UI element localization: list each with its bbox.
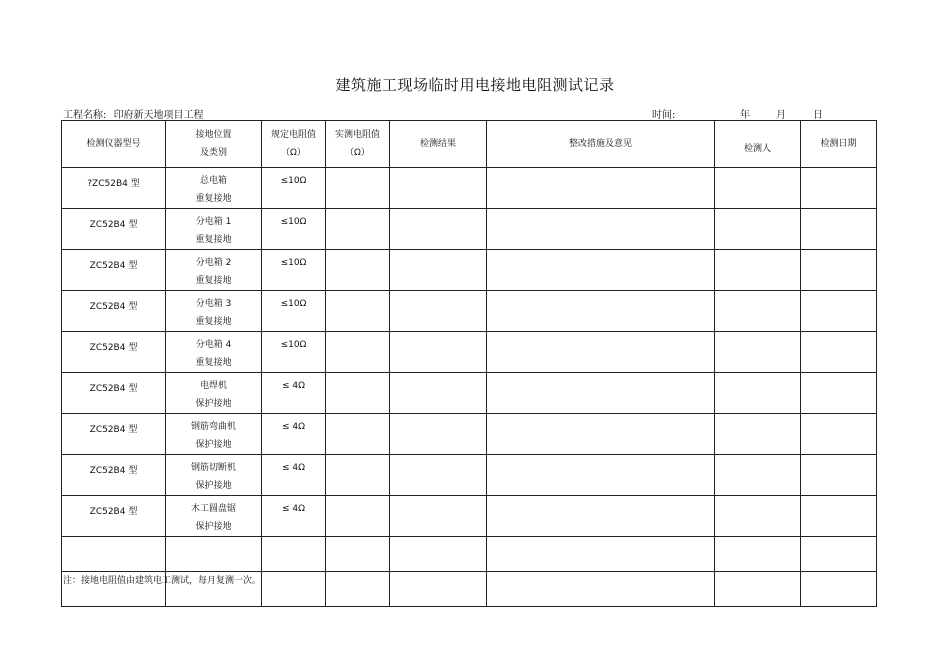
measured-cell	[326, 209, 390, 250]
date-cell	[801, 414, 877, 455]
header-position-line2: 及类别	[199, 148, 227, 158]
header-position-line1: 接地位置	[195, 130, 232, 140]
header-position	[166, 121, 262, 168]
position-cell: 总电箱 重复接地	[166, 168, 262, 209]
date-cell	[801, 373, 877, 414]
table-row	[62, 373, 877, 414]
inspector-cell	[715, 250, 801, 291]
inspector-cell	[715, 209, 801, 250]
position-cell: 钢筋弯曲机 保护接地	[166, 414, 262, 455]
rectification-cell	[487, 291, 715, 332]
month-label: 月	[776, 110, 786, 121]
table-header-row	[62, 121, 877, 168]
measured-cell	[326, 168, 390, 209]
spec-cell: ≤10Ω	[262, 209, 326, 250]
measured-cell	[326, 496, 390, 537]
position-cell: 钢筋切断机 保护接地	[166, 455, 262, 496]
header-spec-line1: 规定电阻值	[270, 130, 316, 140]
date-cell	[801, 291, 877, 332]
rectification-cell	[487, 455, 715, 496]
date-cell	[801, 250, 877, 291]
header-rectification: 整改措施及意见	[487, 121, 715, 168]
rectification-cell	[487, 414, 715, 455]
test-record-table	[61, 120, 877, 607]
header-result: 检测结果	[390, 121, 487, 168]
header-inspector-label: 检测人	[743, 144, 771, 154]
instrument-cell: ZC52B4 型	[62, 291, 166, 332]
position-cell: 木工圆盘锯 保护接地	[166, 496, 262, 537]
header-instrument: 检测仪器型号	[62, 121, 166, 168]
project-name: 印府新天地项目工程	[113, 110, 204, 121]
result-cell	[390, 414, 487, 455]
inspector-cell	[715, 332, 801, 373]
measured-cell	[326, 455, 390, 496]
date-cell	[801, 455, 877, 496]
rectification-cell	[487, 373, 715, 414]
instrument-cell: ZC52B4 型	[62, 414, 166, 455]
table-row	[62, 496, 877, 537]
inspector-cell	[715, 414, 801, 455]
position-cell: 分电箱 1 重复接地	[166, 209, 262, 250]
spec-cell: ≤10Ω	[262, 250, 326, 291]
header-inspector	[715, 121, 801, 168]
table-row	[62, 250, 877, 291]
header-spec-line2: （Ω）	[281, 148, 306, 158]
result-cell	[390, 332, 487, 373]
date-cell	[801, 209, 877, 250]
spec-cell: ≤ 4Ω	[262, 455, 326, 496]
result-cell	[390, 291, 487, 332]
instrument-cell: ZC52B4 型	[62, 209, 166, 250]
position-cell: 分电箱 3 重复接地	[166, 291, 262, 332]
instrument-cell: ZC52B4 型	[62, 332, 166, 373]
spec-cell: ≤10Ω	[262, 291, 326, 332]
page-title: 建筑施工现场临时用电接地电阻测试记录	[335, 76, 615, 94]
instrument-cell: ZC52B4 型	[62, 250, 166, 291]
measured-cell	[326, 250, 390, 291]
position-cell: 电焊机 保护接地	[166, 373, 262, 414]
result-cell	[390, 250, 487, 291]
instrument-cell: ?ZC52B4 型	[62, 168, 166, 209]
rectification-cell	[487, 496, 715, 537]
inspector-cell	[715, 168, 801, 209]
measured-cell	[326, 291, 390, 332]
instrument-cell: ZC52B4 型	[62, 455, 166, 496]
header-measured-line2: （Ω）	[345, 148, 370, 158]
project-field	[63, 106, 204, 121]
footnote: 注：接地电阻值由建筑电工测试，每月复测一次。	[63, 576, 262, 586]
inspector-cell	[715, 291, 801, 332]
result-cell	[390, 373, 487, 414]
spec-cell: ≤ 4Ω	[262, 373, 326, 414]
header-spec-resistance	[262, 121, 326, 168]
year-label: 年	[740, 110, 750, 121]
spec-cell: ≤ 4Ω	[262, 496, 326, 537]
time-label: 时间:	[652, 110, 676, 121]
header-measured-line1: 实测电阻值	[334, 130, 380, 140]
measured-cell	[326, 332, 390, 373]
date-cell	[801, 496, 877, 537]
table-row	[62, 168, 877, 209]
header-date: 检测日期	[801, 121, 877, 168]
instrument-cell: ZC52B4 型	[62, 496, 166, 537]
measured-cell	[326, 414, 390, 455]
result-cell	[390, 496, 487, 537]
project-label: 工程名称:	[63, 110, 107, 121]
spec-cell: ≤10Ω	[262, 168, 326, 209]
inspector-cell	[715, 455, 801, 496]
date-cell	[801, 332, 877, 373]
day-label: 日	[813, 110, 823, 121]
table-row	[62, 332, 877, 373]
position-cell: 分电箱 2 重复接地	[166, 250, 262, 291]
table-row	[62, 455, 877, 496]
result-cell	[390, 168, 487, 209]
spec-cell: ≤10Ω	[262, 332, 326, 373]
empty-table-row	[62, 537, 877, 572]
spec-cell: ≤ 4Ω	[262, 414, 326, 455]
rectification-cell	[487, 168, 715, 209]
table-row	[62, 291, 877, 332]
rectification-cell	[487, 209, 715, 250]
result-cell	[390, 209, 487, 250]
date-cell	[801, 168, 877, 209]
table-row	[62, 209, 877, 250]
inspector-cell	[715, 373, 801, 414]
result-cell	[390, 455, 487, 496]
instrument-cell: ZC52B4 型	[62, 373, 166, 414]
table-row	[62, 414, 877, 455]
inspector-cell	[715, 496, 801, 537]
position-cell: 分电箱 4 重复接地	[166, 332, 262, 373]
rectification-cell	[487, 250, 715, 291]
header-measured-resistance	[326, 121, 390, 168]
rectification-cell	[487, 332, 715, 373]
measured-cell	[326, 373, 390, 414]
